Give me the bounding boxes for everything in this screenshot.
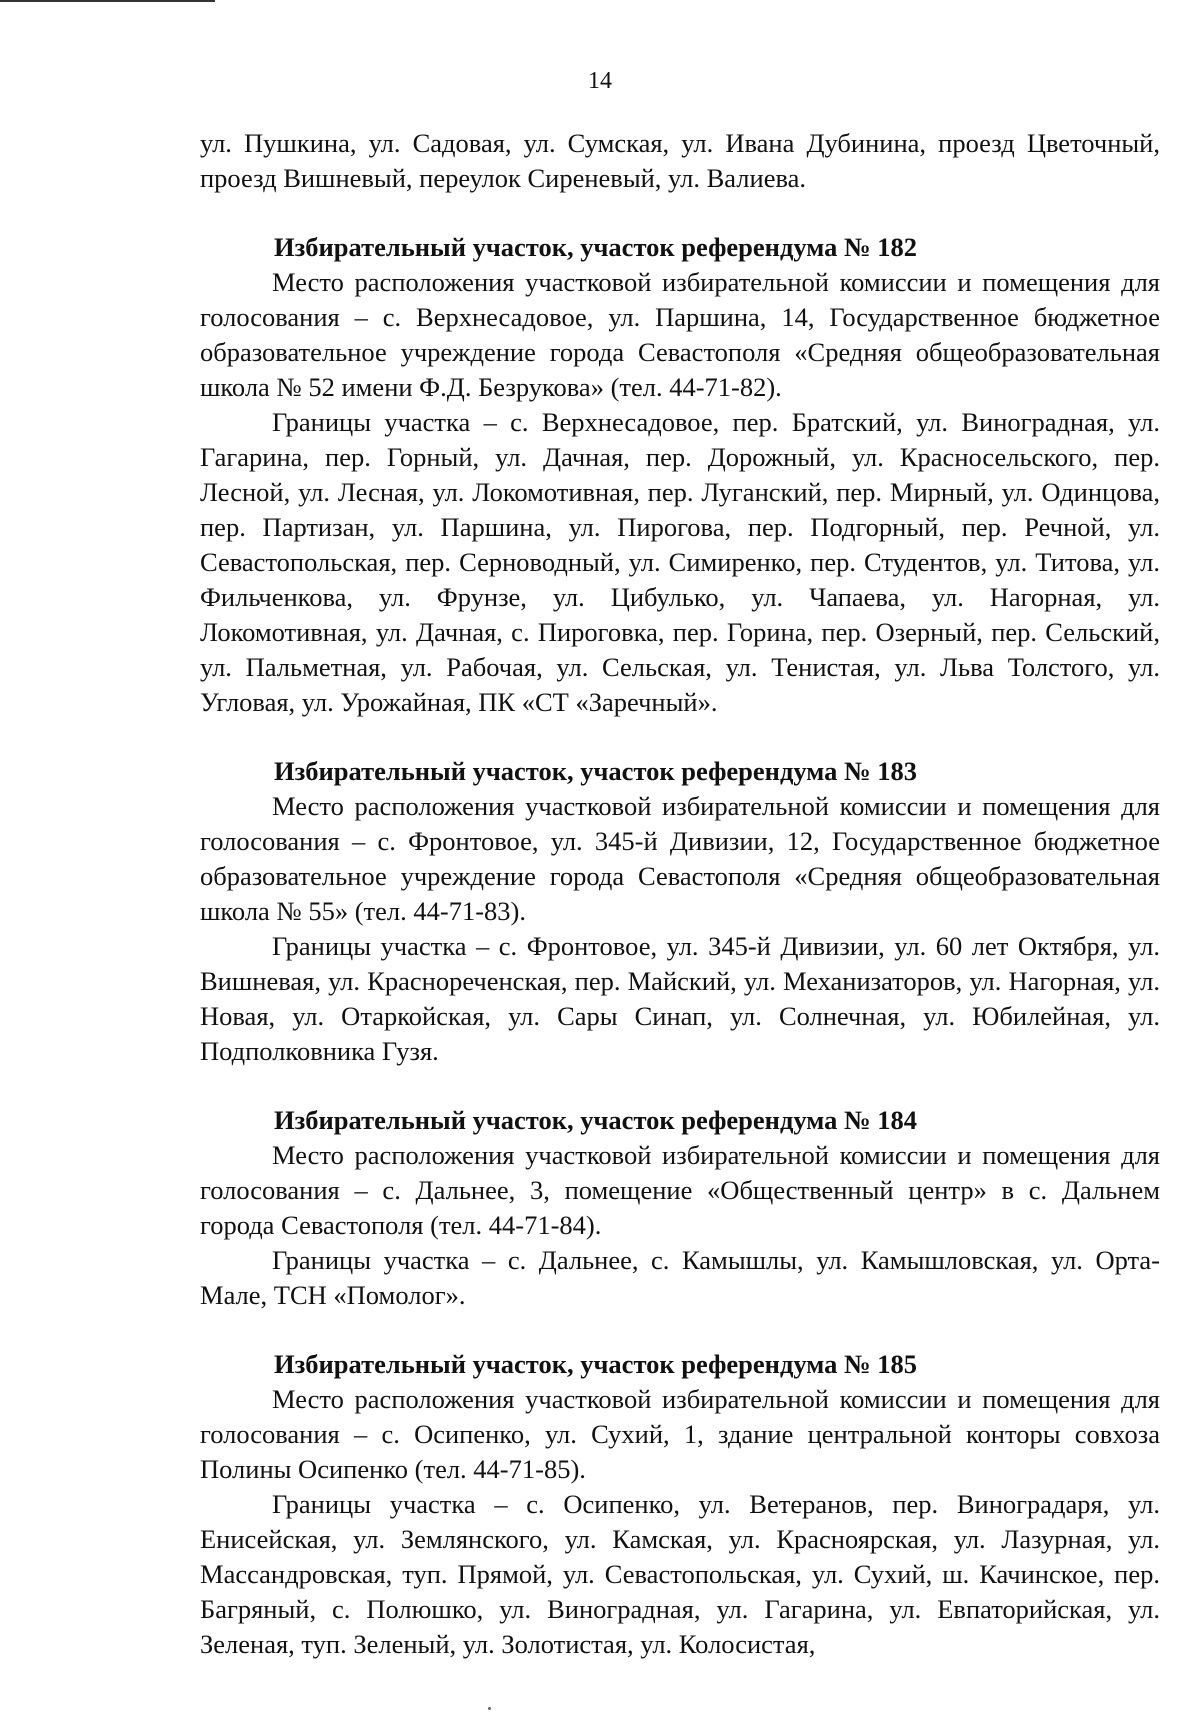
location-paragraph: Место расположения участковой избирательной комиссии и помещения для голосования – с. Фронтовое, ул. 345-й Дивизии, 12, Государственное бюджетное образовательное учреждение города Севастополя «Средняя общеобразовательная школа № 55» (тел. 44-71-83). [200,791,1160,926]
page-number: 14 [588,68,612,94]
boundaries-paragraph: Границы участка – с. Верхнесадовое, пер. Братский, ул. Виноградная, ул. Гагарина, пер. Горный, ул. Дачная, пер. Дорожный, ул. Красносельского, пер. Лесной, ул. Лесная, ул. Локомотивная, пер. Луганский, пер. Мирный, ул. Одинцова, пер. Партизан, ул. Паршина, ул. Пирогова, пер. Подгорный, пер. Речной, ул. Севастопольская, пер. Серноводный, ул. Симиренко, пер. Студентов, ул. Титова, ул. Фильченкова, ул. Фрунзе, ул. Цибулько, ул. Чапаева, ул. Нагорная, ул. Локомотивная, ул. Дачная, с. Пироговка, пер. Горина, пер. Озерный, пер. Сельский, ул. Пальметная, ул. Рабочая, ул. Сельская, ул. Тенистая, ул. Льва Толстого, ул. Угловая, ул. Урожайная, ПК «СТ «Заречный». [200,407,1160,717]
section-184 [200,1103,1160,1313]
scan-speck [488,1707,491,1710]
location-paragraph: Место расположения участковой избирательной комиссии и помещения для голосования – с. Осипенко, ул. Сухий, 1, здание центральной конторы совхоза Полины Осипенко (тел. 44-71-85). [200,1384,1160,1484]
section-heading: Избирательный участок, участок референдума № 182 [274,232,918,262]
boundaries-paragraph: Границы участка – с. Фронтовое, ул. 345-й Дивизии, ул. 60 лет Октября, ул. Вишневая, ул. Краснореченская, пер. Майский, ул. Механизаторов, ул. Нагорная, ул. Новая, ул. Отаркойская, ул. Сары Синап, ул. Солнечная, ул. Юбилейная, ул. Подполковника Гузя. [200,931,1160,1066]
document-body [200,126,1160,1662]
section-heading: Избирательный участок, участок референдума № 185 [274,1349,918,1379]
location-paragraph: Место расположения участковой избирательной комиссии и помещения для голосования – с. Верхнесадовое, ул. Паршина, 14, Государственное бюджетное образовательное учреждение города Севастополя «Средняя общеобразовательная школа № 52 имени Ф.Д. Безрукова» (тел. 44-71-82). [200,267,1160,402]
boundaries-paragraph: Границы участка – с. Осипенко, ул. Ветеранов, пер. Виноградаря, ул. Енисейская, ул. Землянского, ул. Камская, ул. Красноярская, ул. Лазурная, ул. Массандровская, туп. Прямой, ул. Севастопольская, ул. Сухий, ш. Качинское, пер. Багряный, с. Полюшко, ул. Виноградная, ул. Гагарина, ул. Евпаторийская, ул. Зеленая, туп. Зеленый, ул. Золотистая, ул. Колосистая, [200,1489,1160,1659]
section-heading: Избирательный участок, участок референдума № 184 [274,1105,918,1135]
section-182 [200,230,1160,720]
boundaries-paragraph: Границы участка – с. Дальнее, с. Камышлы, ул. Камышловская, ул. Орта-Мале, ТСН «Помолог». [200,1245,1160,1310]
section-183 [200,754,1160,1069]
location-paragraph: Место расположения участковой избирательной комиссии и помещения для голосования – с. Дальнее, 3, помещение «Общественный центр» в с. Дальнем города Севастополя (тел. 44-71-84). [200,1140,1160,1240]
intro-paragraph: ул. Пушкина, ул. Садовая, ул. Сумская, ул. Ивана Дубинина, проезд Цветочный, проезд Вишневый, переулок Сиреневый, ул. Валиева. [200,128,1160,193]
scan-edge-line [0,0,215,2]
section-185 [200,1347,1160,1662]
section-heading: Избирательный участок, участок референдума № 183 [274,756,918,786]
